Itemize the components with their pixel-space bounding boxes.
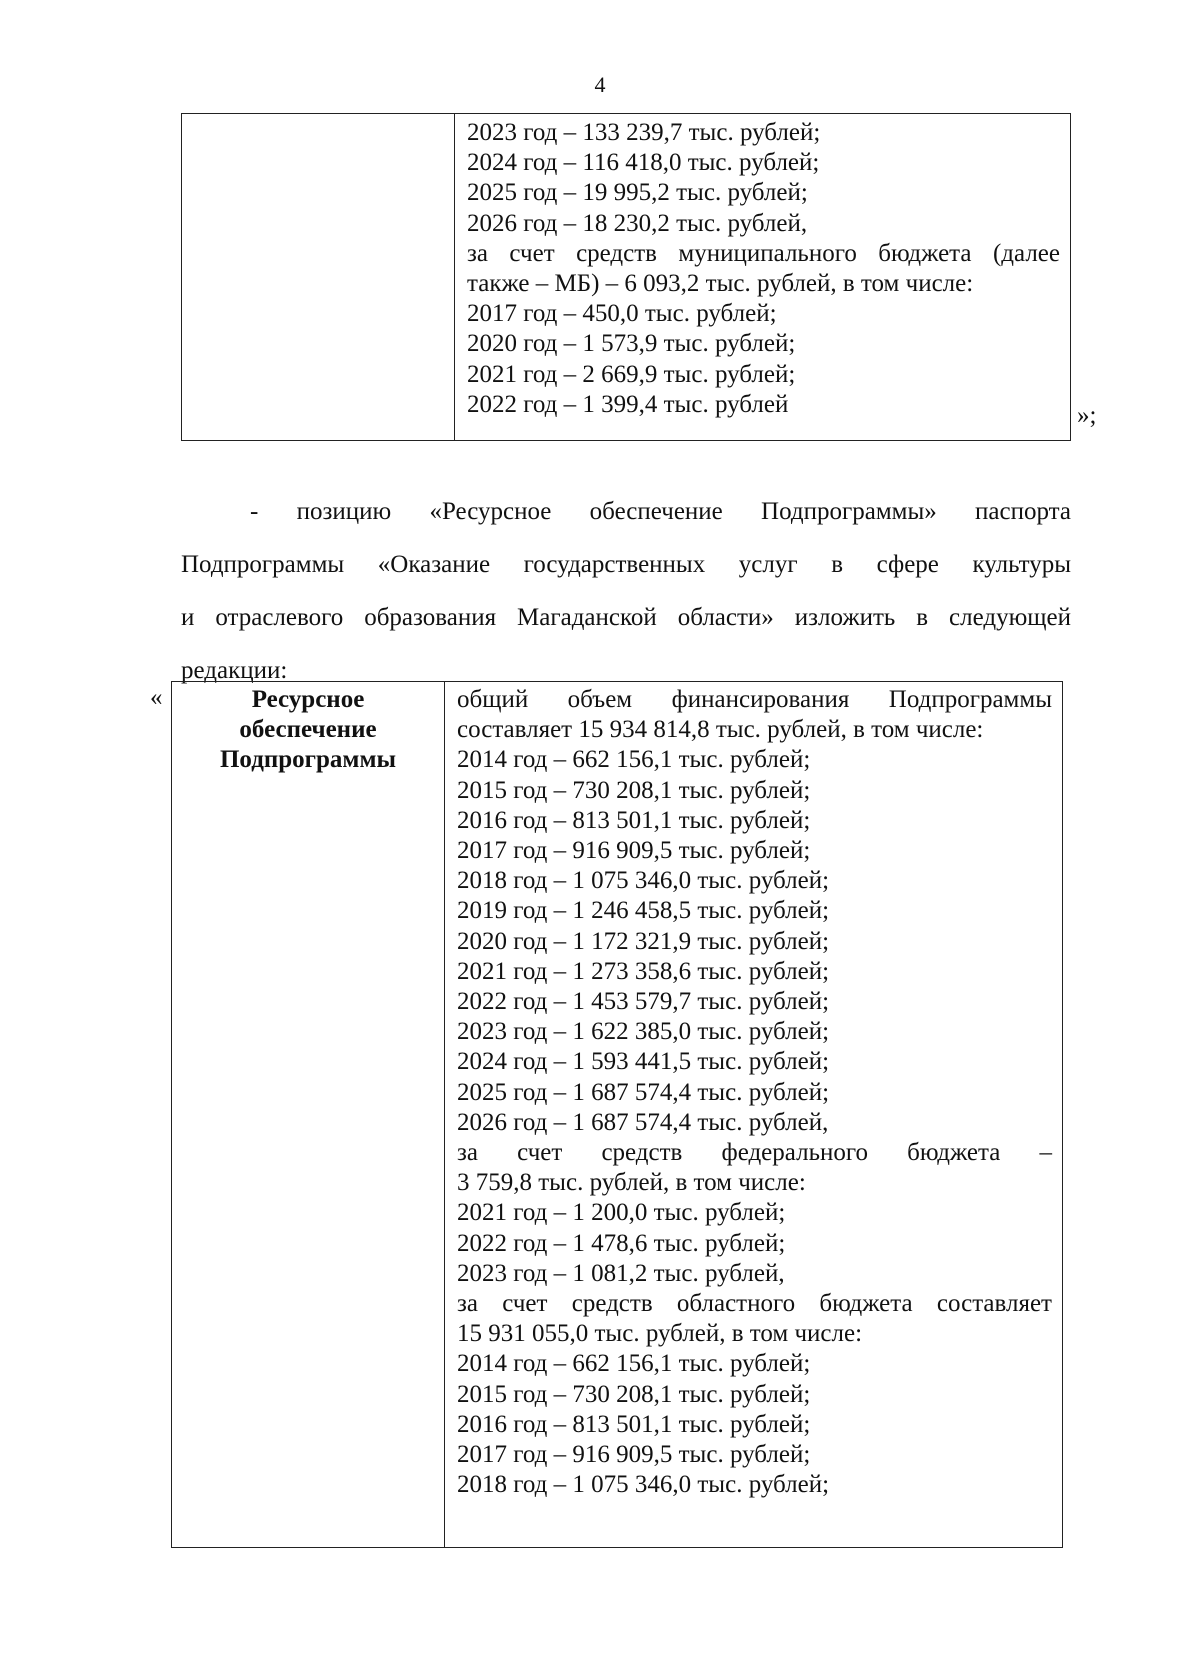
funding-line: за счет средств муниципального бюджета (далее: [467, 239, 1060, 267]
funding-line: 2018 год – 1 075 346,0 тыс. рублей;: [457, 867, 830, 895]
funding-line: 2023 год – 1 081,2 тыс. рублей,: [457, 1259, 785, 1287]
table-heading-cell: [172, 682, 445, 1548]
funding-line: за счет средств областного бюджета составляет: [457, 1290, 1052, 1318]
funding-line: 2014 год – 662 156,1 тыс. рублей;: [457, 746, 811, 774]
funding-line: 2022 год – 1 478,6 тыс. рублей;: [457, 1229, 786, 1257]
funding-line: 2020 год – 1 172 321,9 тыс. рублей;: [457, 927, 830, 955]
closing-quote-mark: »;: [1077, 402, 1097, 429]
heading-line: обеспечение: [239, 716, 377, 744]
funding-line: 2023 год – 1 622 385,0 тыс. рублей;: [457, 1018, 830, 1046]
table-label-cell: [182, 114, 455, 441]
paragraph-line: редакции:: [181, 657, 288, 684]
paragraph-line: и отраслевого образования Магаданской области» изложить в следующей: [181, 604, 1071, 631]
funding-line: 2017 год – 450,0 тыс. рублей;: [467, 300, 777, 328]
funding-line: 2021 год – 2 669,9 тыс. рублей;: [467, 360, 796, 388]
funding-line: общий объем финансирования Подпрограммы: [457, 686, 1052, 713]
funding-line: 2016 год – 813 501,1 тыс. рублей;: [457, 806, 811, 834]
instruction-paragraph: [181, 485, 1071, 697]
paragraph-line: - позицию «Ресурсное обеспечение Подпрограммы» паспорта: [250, 498, 1071, 525]
funding-line: 2026 год – 18 230,2 тыс. рублей,: [467, 209, 808, 237]
funding-line: 2022 год – 1 453 579,7 тыс. рублей;: [457, 988, 830, 1016]
funding-line: 2021 год – 1 200,0 тыс. рублей;: [457, 1199, 786, 1227]
funding-line: 2017 год – 916 909,5 тыс. рублей;: [457, 837, 811, 865]
funding-line: 2014 год – 662 156,1 тыс. рублей;: [457, 1350, 811, 1378]
paragraph-line: Подпрограммы «Оказание государственных услуг в сфере культуры: [181, 551, 1071, 578]
funding-line: 2015 год – 730 208,1 тыс. рублей;: [457, 1380, 811, 1408]
page-number: 4: [594, 72, 606, 97]
funding-line: 2025 год – 1 687 574,4 тыс. рублей;: [457, 1078, 830, 1106]
funding-line: 2023 год – 133 239,7 тыс. рублей;: [467, 119, 821, 146]
resource-provision-table: [171, 681, 1063, 1548]
funding-line: 2019 год – 1 246 458,5 тыс. рублей;: [457, 897, 830, 925]
funding-line: также – МБ) – 6 093,2 тыс. рублей, в том числе:: [467, 270, 974, 298]
funding-line: 2026 год – 1 687 574,4 тыс. рублей,: [457, 1108, 829, 1136]
funding-line: 2022 год – 1 399,4 тыс. рублей: [467, 390, 789, 418]
table-value-cell: [445, 682, 1063, 1548]
funding-line: 2017 год – 916 909,5 тыс. рублей;: [457, 1441, 811, 1469]
opening-quote-mark: «: [150, 684, 163, 711]
funding-line: 2015 год – 730 208,1 тыс. рублей;: [457, 776, 811, 804]
passport-table-continued: [181, 113, 1071, 441]
funding-line: 2020 год – 1 573,9 тыс. рублей;: [467, 330, 796, 358]
table-value-cell: [455, 114, 1071, 441]
heading-line: Ресурсное: [251, 686, 365, 713]
funding-line: 2024 год – 116 418,0 тыс. рублей;: [467, 149, 820, 177]
funding-line: 2016 год – 813 501,1 тыс. рублей;: [457, 1410, 811, 1438]
funding-line: составляет 15 934 814,8 тыс. рублей, в том числе:: [457, 716, 984, 744]
funding-line: за счет средств федерального бюджета –: [457, 1139, 1052, 1167]
funding-line: 15 931 055,0 тыс. рублей, в том числе:: [457, 1320, 863, 1348]
funding-line: 2024 год – 1 593 441,5 тыс. рублей;: [457, 1048, 830, 1076]
funding-line: 2025 год – 19 995,2 тыс. рублей;: [467, 179, 808, 207]
funding-line: 3 759,8 тыс. рублей, в том числе:: [457, 1169, 806, 1197]
funding-line: 2021 год – 1 273 358,6 тыс. рублей;: [457, 957, 830, 985]
funding-line: 2018 год – 1 075 346,0 тыс. рублей;: [457, 1471, 830, 1499]
heading-line: Подпрограммы: [219, 746, 396, 774]
